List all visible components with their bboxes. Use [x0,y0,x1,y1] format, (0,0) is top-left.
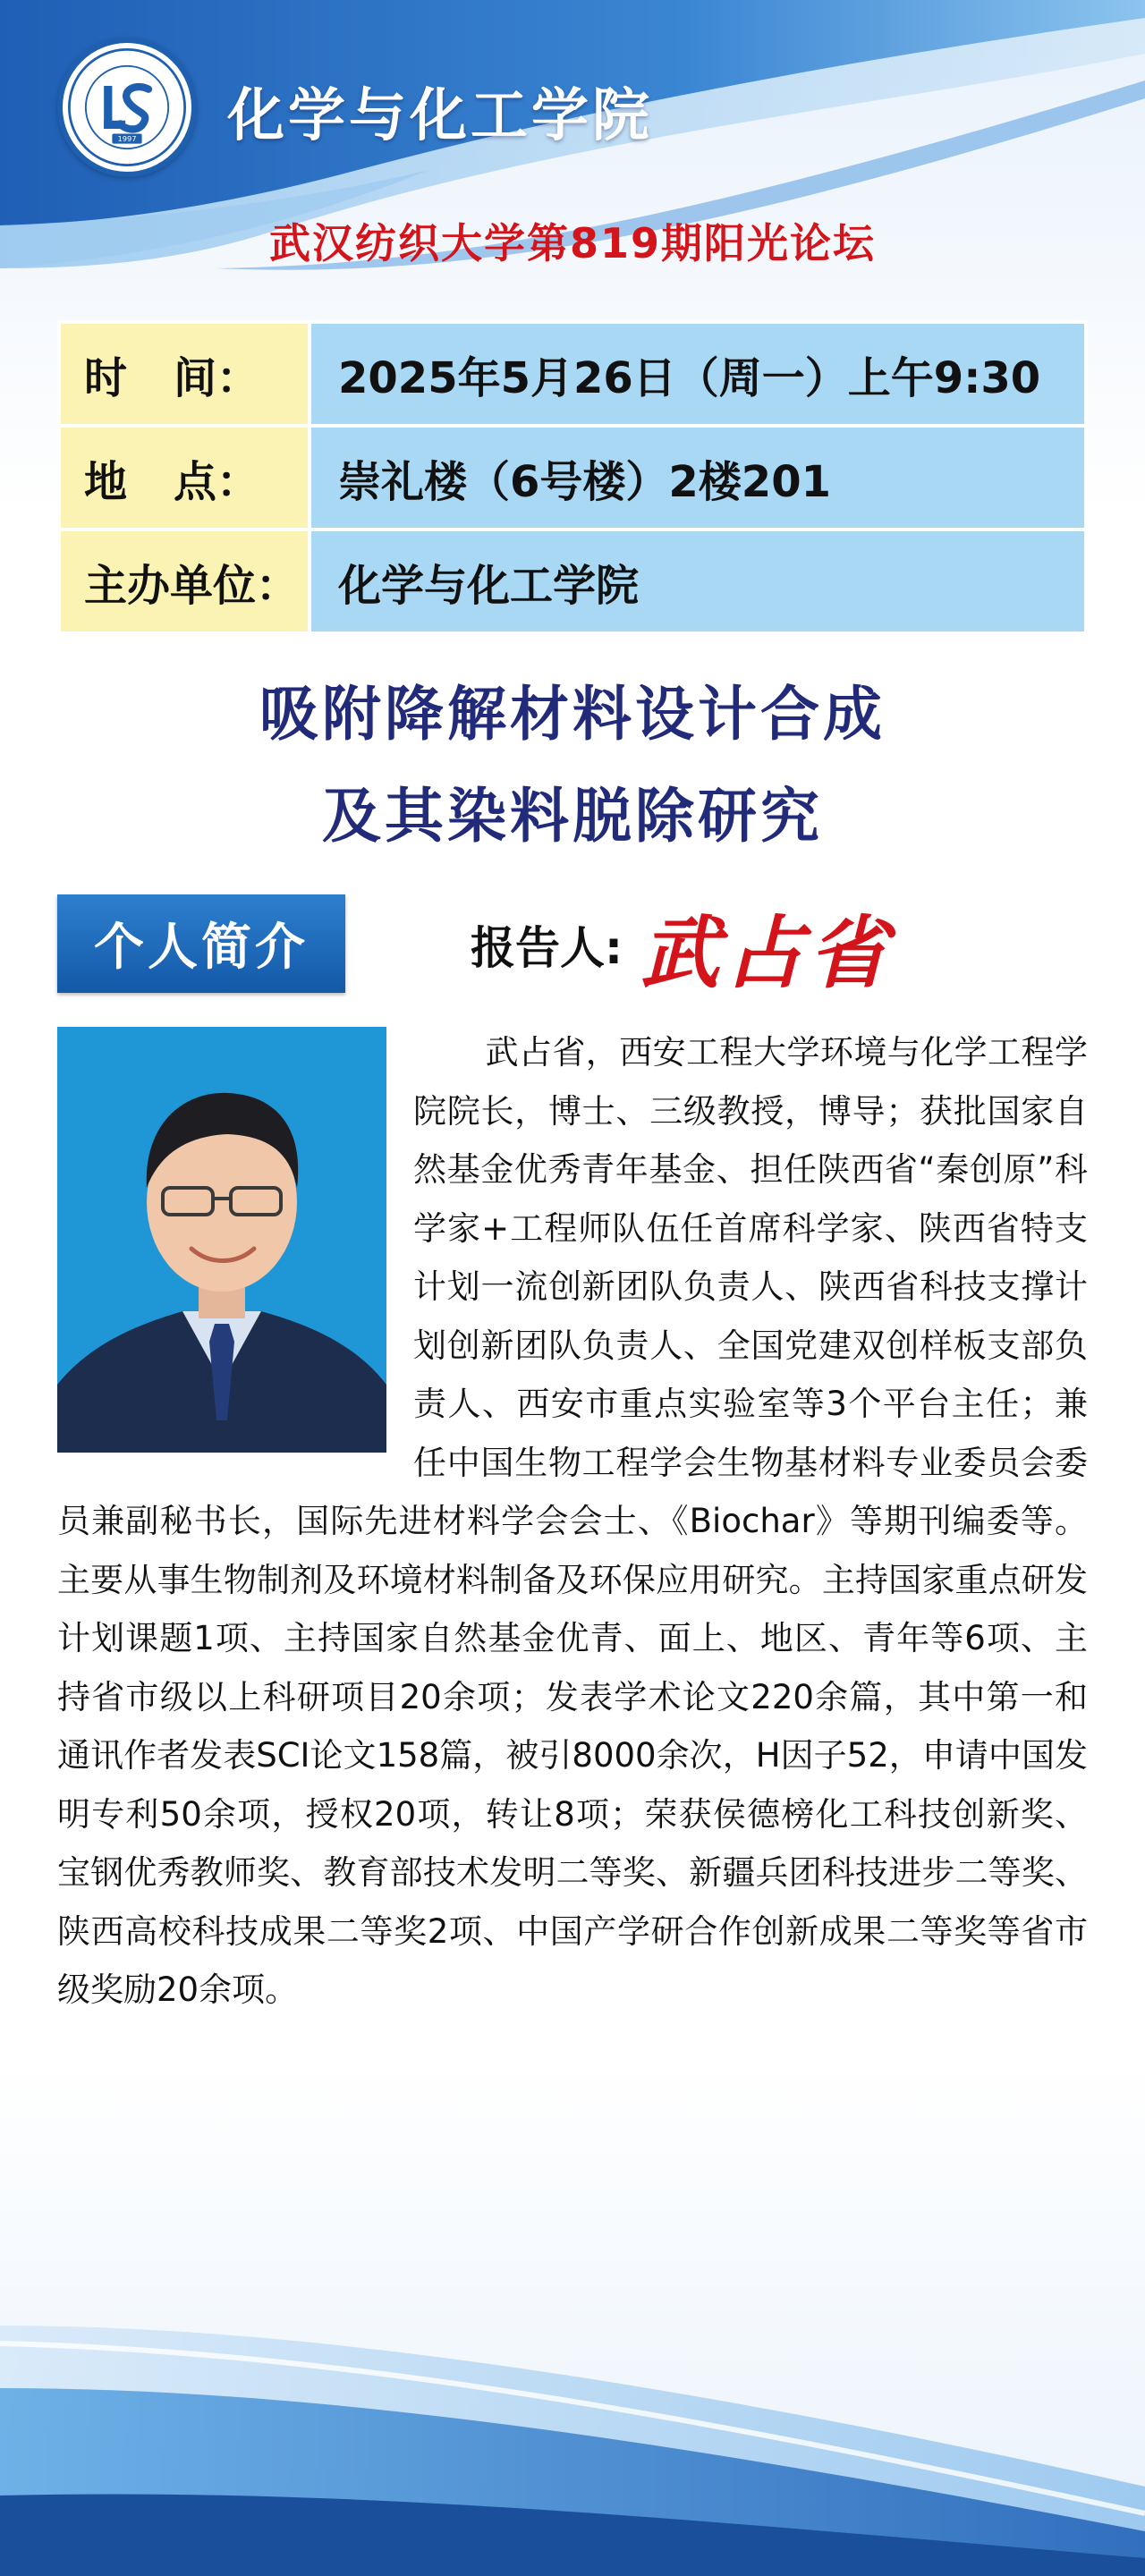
info-value-organizer: 化学与化工学院 [311,531,1084,631]
forum-title: 武汉纺织大学第819期阳光论坛 [268,219,877,267]
college-logo [57,38,197,177]
info-row-organizer [61,531,1084,631]
info-label-organizer: 主办单位： [61,531,308,631]
svg-text:1997: 1997 [117,133,137,143]
footer-background [0,2290,1145,2576]
info-row-time [61,324,1084,424]
talk-title-line1: 吸附降解材料设计合成 [259,680,886,749]
info-value-location: 崇礼楼（6号楼）2楼201 [311,428,1084,528]
speaker-name: 武占省 [640,906,894,999]
profile-section-button[interactable]: 个人简介 [57,894,345,993]
info-row-location [61,428,1084,528]
speaker-label: 报告人: [471,922,623,974]
info-label-location: 地 点： [61,428,308,528]
event-info-table [57,320,1088,635]
bio-photo-spacer [57,1023,413,1463]
bio-text: 武占省，西安工程大学环境与化学工程学院院长，博士、三级教授，博导；获批国家自然基金优秀青年基金、担任陕西省“秦创原”科学家+工程师队伍任首席科学家、陕西省特支计划一流创新团队负责人、陕西省科技支撑计划创新团队负责人、全国党建双创样板支部负责人、西安市重点实验室等3个平台主任；兼任中国生物工程学会生物基材料专业委员会委员兼副秘书长，国际先进材料学会会士、《Biochar》等期刊编委等。主要从事生物制剂及环境材料制备及环保应用研究。主持国家重点研发计划课题1项、主持国家自然基金优青、面上、地区、青年等6项、主持省市级以上科研项目20余项；发表学术论文220余篇，其中第一和通讯作者发表SCI论文158篇，被引8000余次，H因子52，申请中国发明专利50余项，授权20项，转让8项；荣获侯德榜化工科技创新奖、宝钢优秀教师奖、教育部技术发明二等奖、新疆兵团科技进步二等奖、陕西高校科技成果二等奖2项、中国产学研合作创新成果二等奖等省市级奖励20余项。 [57,1033,1088,2009]
talk-title [0,664,1145,868]
info-value-time: 2025年5月26日（周一）上午9:30 [311,324,1084,424]
college-name: 化学与化工学院 [227,83,653,149]
info-label-time: 时 间： [61,324,308,424]
talk-title-line2: 及其染料脱除研究 [322,782,823,851]
speaker-bio [57,1023,1088,2020]
university-seal-icon [63,43,191,172]
